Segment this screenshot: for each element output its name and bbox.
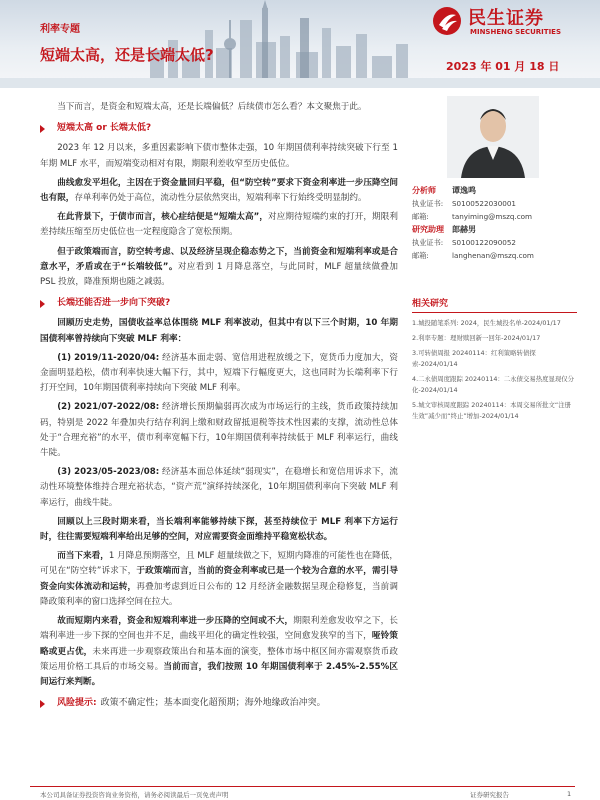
email-label: 邮箱:	[412, 212, 429, 221]
company-logo	[432, 4, 592, 40]
analyst-photo	[447, 96, 539, 178]
analyst-name: 郎赫男	[452, 225, 476, 234]
logo-text-en: MINSHENG SECURITIES	[470, 28, 561, 36]
intro-paragraph: 当下而言，是资金和短端太高，还是长端偏低？后续债市怎么看？本文聚焦于此。	[57, 102, 367, 112]
cert-number: S0100122090052	[452, 238, 517, 247]
header-banner	[0, 0, 600, 88]
related-item[interactable]: 1.城投随笔系列: 2024，民生城投名单-2024/01/17	[412, 319, 561, 327]
related-item[interactable]: 2.利率专题：理财赎回新一回年-2024/01/17	[412, 334, 541, 342]
paragraph: 在此背景下，于债市而言，核心症结便是“短端太高”，对应期待短端约束的打开，期限利差持续压缩至历史低位也一定程度隐含了宽松预期。	[40, 212, 398, 238]
cert-label: 执业证书:	[412, 238, 444, 247]
triangle-bullet-icon	[40, 300, 45, 308]
paragraph: (1) 2019/11-2020/04: 经济基本面走弱、宽信用进程放缓之下，宽货币力度加大，资金面明显趋松，债市利率快速大幅下行，其中，短端下行幅度更大，这也同时为长端利率下行打开空间，10年期国债利率持续向下突破 MLF 利率。	[40, 352, 398, 394]
person-icon	[447, 96, 539, 178]
section-title: 长端还能否进一步向下突破?	[57, 298, 171, 309]
report-title: 短端太高，还是长端太低?	[40, 46, 214, 64]
section-heading-1	[40, 121, 398, 136]
related-item[interactable]: 4.二永债周度跟踪 20240114：二永债交易热度显现仅分化-2024/01/14	[412, 375, 575, 394]
email-label: 邮箱:	[412, 251, 429, 260]
related-item[interactable]: 3.可转债周报 20240114：红利策略转债探索-2024/01/14	[412, 349, 536, 368]
main-content	[40, 100, 398, 716]
footer-disclaimer: 本公司具备证券投资咨询业务资格，请务必阅读最后一页免责声明	[40, 791, 229, 799]
risk-warning: 风险提示: 政策不确定性；基本面变化超预期；海外地缘政治冲突。	[40, 696, 398, 711]
triangle-bullet-icon	[40, 125, 45, 133]
footer-divider	[30, 786, 575, 787]
logo-mark-icon	[432, 6, 462, 36]
related-research-heading: 相关研究	[412, 296, 577, 313]
paragraph: (3) 2023/05-2023/08: 经济基本面总体延续“弱现实”，在稳增长和宽信用诉求下，流动性环境整体维持合理充裕状态，“资产荒”演绎持续深化，10年期国债利率向下突破 MLF 利率运行，曲线牛陡。	[40, 467, 398, 508]
report-category: 利率专题	[40, 24, 80, 35]
paragraph: 回顾以上三段时期来看，当长端利率能够持续下探，甚至持续位于 MLF 利率下方运行时，往往需要短端利率给出足够的空间，对应需要资金面维持平稳宽松状态。	[40, 516, 398, 543]
paragraph: (2) 2021/07-2022/08: 经济增长预期偏弱再次成为市场运行的主线，货币政策持续加码，特别是 2022 年叠加央行结存利润上缴和财政留抵退税等技术性因素的支撑，流动性总体处于“合理充裕”的水平，债市利率宽幅下行，10年期国债利率持续低于 MLF 利率运行，曲线牛陡。	[40, 402, 398, 459]
paragraph: 而当下来看，1 月降息预期落空，且 MLF 超量续做之下，短期内降准的可能性也在降低，可见在“防空转”诉求下，于政策端而言，当前的资金利率或已是一个较为合意的水平，需引导资金向实体流动和运转，再叠加考虑到近日公布的 12 月经济金融数据呈现企稳修复，当前调降政策利率的窗口选择空间在拉大。	[40, 551, 398, 607]
analyst-role: 分析师	[412, 186, 436, 195]
analyst-info	[412, 184, 577, 262]
paragraph: 2023 年 12 月以来，多重因素影响下债市整体走强，10 年期国债利率持续突破下行至 1 年期 MLF 水平，而短端变动相对有限，期限利差收窄至历史低位。	[40, 143, 398, 169]
paragraph: 曲线愈发平坦化，主因在于资金量回归平稳，但“防空转”要求下资金利率进一步压降空间也有限，存单利率仍处于高位，流动性分层依然突出，短端利率下行始终受明显制约。	[40, 177, 398, 204]
cert-label: 执业证书:	[412, 199, 444, 208]
related-research-list	[412, 318, 577, 426]
related-item[interactable]: 5.城文审核周度跟踪 20240114：本周交易所批文“注册生效”减少而“终止”增加-2024/01/14	[412, 401, 571, 420]
triangle-bullet-icon	[40, 700, 45, 708]
section-heading-2	[40, 296, 398, 311]
paragraph: 但于政策端而言，防空转考虑、以及经济呈现企稳态势之下，当前资金和短端利率或是合意水平，矛盾或在于“长端较低”。对应看到 1 月降息落空，与此同时，MLF 超量续做叠加 PSL 投放，降准预期也随之减弱。	[40, 246, 399, 288]
risk-text: 政策不确定性；基本面变化超预期；海外地缘政治冲突。	[100, 698, 326, 709]
paragraph: 故而短期内来看，资金和短端利率进一步压降的空间或不大，期限利差愈发收窄之下，长端利率进一步下探的空间也并不足，曲线平坦化的确定性较强，空间愈发狭窄的当下，哑铃策略或更占优，未来再进一步观察政策出台和基本面的演变，整体市场中枢区间亦需观察货币政策运用价格工具后的市场交易。当前而言，我们按照 10 年期国债利率于 2.45%-2.55%区间运行来判断。	[40, 616, 398, 687]
analyst-email[interactable]: langhenan@mszq.com	[452, 251, 534, 260]
analyst-email[interactable]: tanyiming@mszq.com	[452, 212, 533, 221]
cert-number: S0100522030001	[452, 199, 517, 208]
paragraph: 回顾历史走势，国债收益率总体围绕 MLF 利率波动，但其中有以下三个时期，10 年期国债利率曾持续向下突破 MLF 利率：	[40, 318, 398, 344]
section-title: 短端太高 or 长端太低?	[57, 123, 152, 134]
analyst-name: 谭逸鸣	[452, 186, 476, 195]
page-number: 1	[567, 790, 572, 798]
analyst-role: 研究助理	[412, 225, 444, 234]
report-date: 2023 年 01 月 18 日	[446, 60, 560, 73]
footer-report-type: 证券研究报告	[470, 791, 509, 799]
logo-text-cn: 民生证券	[468, 8, 544, 29]
